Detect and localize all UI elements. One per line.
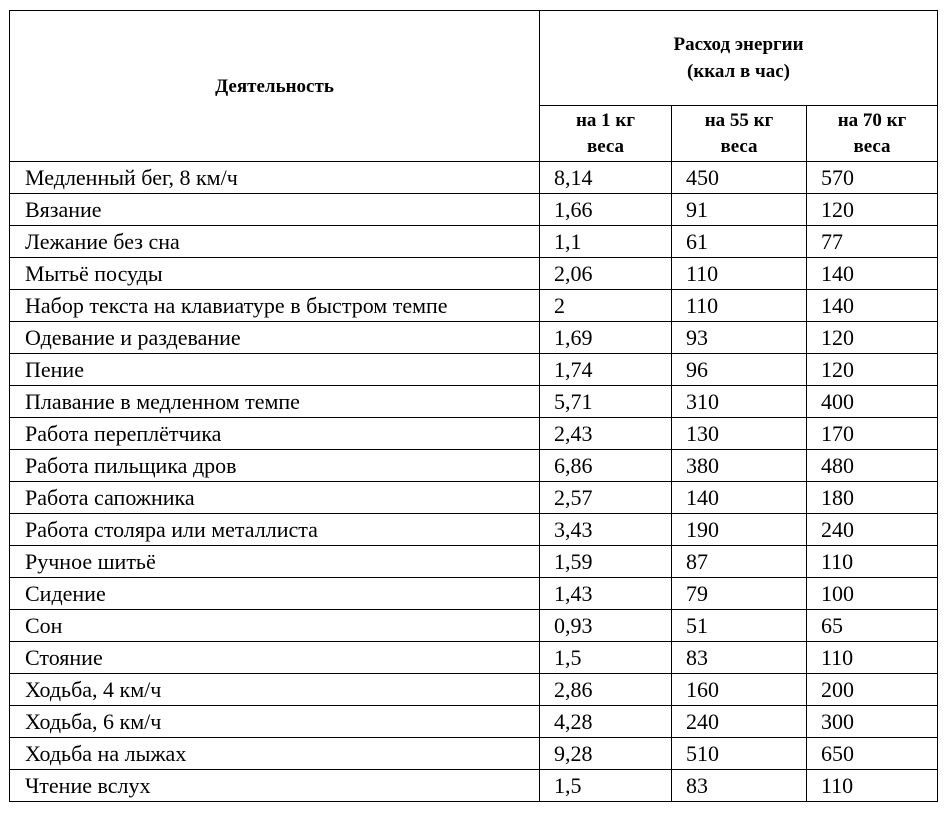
per-70kg-cell: 200 — [807, 674, 938, 706]
energy-expenditure-table — [9, 10, 938, 802]
per-55kg-cell: 91 — [672, 194, 807, 226]
per-55kg-cell: 93 — [672, 322, 807, 354]
table-row — [10, 290, 938, 322]
activity-cell: Ручное шитьё — [10, 546, 540, 578]
per-55kg-cell: 110 — [672, 290, 807, 322]
per-70kg-cell: 120 — [807, 322, 938, 354]
table-row — [10, 162, 938, 194]
per-55kg-cell: 79 — [672, 578, 807, 610]
energy-group-header — [540, 11, 938, 106]
per-55kg-header: на 55 кг веса — [672, 106, 807, 162]
energy-title-line2: (ккал в час) — [687, 61, 790, 82]
per-55kg-cell: 450 — [672, 162, 807, 194]
per-70kg-cell: 170 — [807, 418, 938, 450]
per-55kg-cell: 83 — [672, 770, 807, 802]
per-70kg-cell: 110 — [807, 770, 938, 802]
activity-cell: Пение — [10, 354, 540, 386]
per-70kg-cell: 400 — [807, 386, 938, 418]
per-70kg-cell: 650 — [807, 738, 938, 770]
per-1kg-cell: 1,5 — [540, 770, 672, 802]
activity-cell: Медленный бег, 8 км/ч — [10, 162, 540, 194]
per-70kg-cell: 570 — [807, 162, 938, 194]
per-55kg-cell: 110 — [672, 258, 807, 290]
table-row — [10, 546, 938, 578]
per-70kg-cell: 120 — [807, 354, 938, 386]
table-header — [10, 11, 938, 162]
per-70kg-cell: 140 — [807, 290, 938, 322]
per-55kg-cell: 380 — [672, 450, 807, 482]
per-1kg-cell: 1,59 — [540, 546, 672, 578]
activity-cell: Ходьба, 6 км/ч — [10, 706, 540, 738]
per-55kg-cell: 130 — [672, 418, 807, 450]
per-1kg-cell: 1,74 — [540, 354, 672, 386]
table-row — [10, 578, 938, 610]
activity-cell: Ходьба на лыжах — [10, 738, 540, 770]
per-70kg-cell: 240 — [807, 514, 938, 546]
per-70kg-cell: 110 — [807, 642, 938, 674]
per-70kg-cell: 110 — [807, 546, 938, 578]
per-55kg-cell: 140 — [672, 482, 807, 514]
per-70kg-cell: 120 — [807, 194, 938, 226]
activity-cell: Чтение вслух — [10, 770, 540, 802]
activity-cell: Мытьё посуды — [10, 258, 540, 290]
activity-cell: Работа сапожника — [10, 482, 540, 514]
per-1kg-cell: 2,57 — [540, 482, 672, 514]
activity-column-header: Деятельность — [10, 11, 540, 162]
per-55kg-cell: 240 — [672, 706, 807, 738]
table-row — [10, 770, 938, 802]
per-70kg-cell: 65 — [807, 610, 938, 642]
activity-cell: Вязание — [10, 194, 540, 226]
per-1kg-cell: 6,86 — [540, 450, 672, 482]
per-70kg-cell: 480 — [807, 450, 938, 482]
per-1kg-cell: 5,71 — [540, 386, 672, 418]
per-1kg-cell: 4,28 — [540, 706, 672, 738]
per-55kg-cell: 310 — [672, 386, 807, 418]
energy-title-line1: Расход энергии — [673, 34, 804, 55]
per-1kg-cell: 8,14 — [540, 162, 672, 194]
per-70kg-cell: 300 — [807, 706, 938, 738]
per-1kg-cell: 2,43 — [540, 418, 672, 450]
table-row — [10, 194, 938, 226]
per-55kg-cell: 87 — [672, 546, 807, 578]
activity-cell: Набор текста на клавиатуре в быстром темпе — [10, 290, 540, 322]
activity-cell: Работа переплётчика — [10, 418, 540, 450]
per-1kg-cell: 2,06 — [540, 258, 672, 290]
per-1kg-cell: 9,28 — [540, 738, 672, 770]
table-row — [10, 418, 938, 450]
table-row — [10, 674, 938, 706]
activity-cell: Ходьба, 4 км/ч — [10, 674, 540, 706]
per-55kg-cell: 61 — [672, 226, 807, 258]
activity-cell: Сидение — [10, 578, 540, 610]
per-1kg-cell: 2 — [540, 290, 672, 322]
per-1kg-cell: 1,1 — [540, 226, 672, 258]
table-row — [10, 610, 938, 642]
activity-cell: Сон — [10, 610, 540, 642]
table-row — [10, 322, 938, 354]
table-body — [10, 162, 938, 802]
table-row — [10, 258, 938, 290]
per-1kg-cell: 0,93 — [540, 610, 672, 642]
table-row — [10, 450, 938, 482]
per-70kg-cell: 180 — [807, 482, 938, 514]
activity-cell: Плавание в медленном темпе — [10, 386, 540, 418]
per-1kg-cell: 1,5 — [540, 642, 672, 674]
per-1kg-cell: 1,69 — [540, 322, 672, 354]
per-1kg-cell: 1,43 — [540, 578, 672, 610]
activity-cell: Стояние — [10, 642, 540, 674]
per-55kg-cell: 160 — [672, 674, 807, 706]
per-55kg-cell: 83 — [672, 642, 807, 674]
activity-cell: Одевание и раздевание — [10, 322, 540, 354]
activity-cell: Работа столяра или металлиста — [10, 514, 540, 546]
table-row — [10, 706, 938, 738]
table-row — [10, 354, 938, 386]
per-55kg-cell: 510 — [672, 738, 807, 770]
per-70kg-cell: 140 — [807, 258, 938, 290]
table-row — [10, 386, 938, 418]
per-55kg-cell: 51 — [672, 610, 807, 642]
per-1kg-cell: 3,43 — [540, 514, 672, 546]
per-1kg-header: на 1 кг веса — [540, 106, 672, 162]
activity-cell: Работа пильщика дров — [10, 450, 540, 482]
table-row — [10, 738, 938, 770]
per-1kg-cell: 2,86 — [540, 674, 672, 706]
table-row — [10, 642, 938, 674]
per-1kg-cell: 1,66 — [540, 194, 672, 226]
per-70kg-header: на 70 кг веса — [807, 106, 938, 162]
per-70kg-cell: 77 — [807, 226, 938, 258]
per-70kg-cell: 100 — [807, 578, 938, 610]
table-row — [10, 514, 938, 546]
activity-cell: Лежание без сна — [10, 226, 540, 258]
per-55kg-cell: 190 — [672, 514, 807, 546]
per-55kg-cell: 96 — [672, 354, 807, 386]
table-row — [10, 226, 938, 258]
table-row — [10, 482, 938, 514]
